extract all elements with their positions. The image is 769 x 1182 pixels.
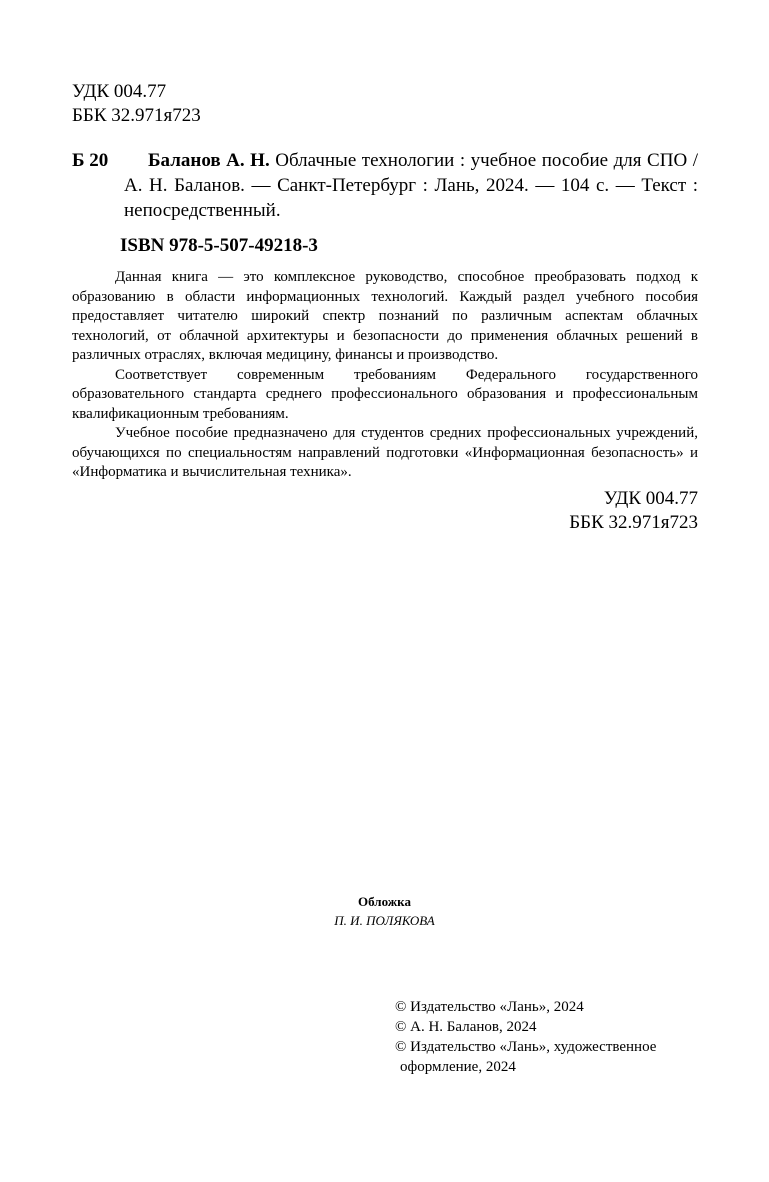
cover-label: Обложка <box>358 894 411 909</box>
annotation <box>72 268 698 483</box>
annotation-paragraph: Данная книга — это комплексное руководство, способное преобразовать подход к образованию в области информационных технологий. Каждый раздел учебного пособия предоставляет читателю широкий спектр познаний по различным аспектам облачных технологий, от облачной архитектуры и безопасности до применения облачных решений в различных отраслях, включая медицину, финансы и производство. <box>72 269 698 363</box>
cover-designer: П. И. ПОЛЯКОВА <box>334 913 435 928</box>
title-line-3: 104 с. — Текст : непосредственный. <box>124 175 698 221</box>
bbk-code: ББК 32.971я723 <box>569 512 698 533</box>
isbn: ISBN 978-5-507-49218-3 <box>120 235 318 256</box>
udk-code: УДК 004.77 <box>603 488 698 509</box>
bibliographic-description <box>124 148 698 223</box>
copyright-block <box>395 997 656 1077</box>
author-sign: Б 20 <box>72 150 109 171</box>
copyright-line: оформление, 2024 <box>400 1059 516 1075</box>
udk-bbk-header <box>72 80 201 128</box>
copyright-line: © Издательство «Лань», художественное <box>395 1039 657 1055</box>
title-line-1: Облачные технологии : учебное пособие для <box>269 150 642 171</box>
author-name: Баланов А. Н. <box>148 150 270 171</box>
annotation-paragraph: Учебное пособие предназначено для студентов средних профессиональных учреждений, обучающихся по специальностям направлений подготовки «Информационная безопасность» и «Информатика и вычислительная техника». <box>72 425 698 480</box>
udk-code: УДК 004.77 <box>72 81 167 102</box>
bibliographic-entry <box>72 148 698 223</box>
udk-bbk-footer <box>569 487 698 535</box>
copyright-line: © Издательство «Лань», 2024 <box>395 999 584 1015</box>
copyright-line: © А. Н. Баланов, 2024 <box>395 1019 537 1035</box>
title-line-2: СПО / А. Н. Баланов. — Санкт-Петербург : Лань, 2024. — <box>124 150 698 196</box>
annotation-paragraph: Соответствует современным требованиям Федерального государственного образовательного стандарта среднего профессионального образования и профессиональным квалификационным требованиям. <box>72 366 698 422</box>
bbk-code: ББК 32.971я723 <box>72 105 201 126</box>
cover-credit <box>0 892 769 930</box>
